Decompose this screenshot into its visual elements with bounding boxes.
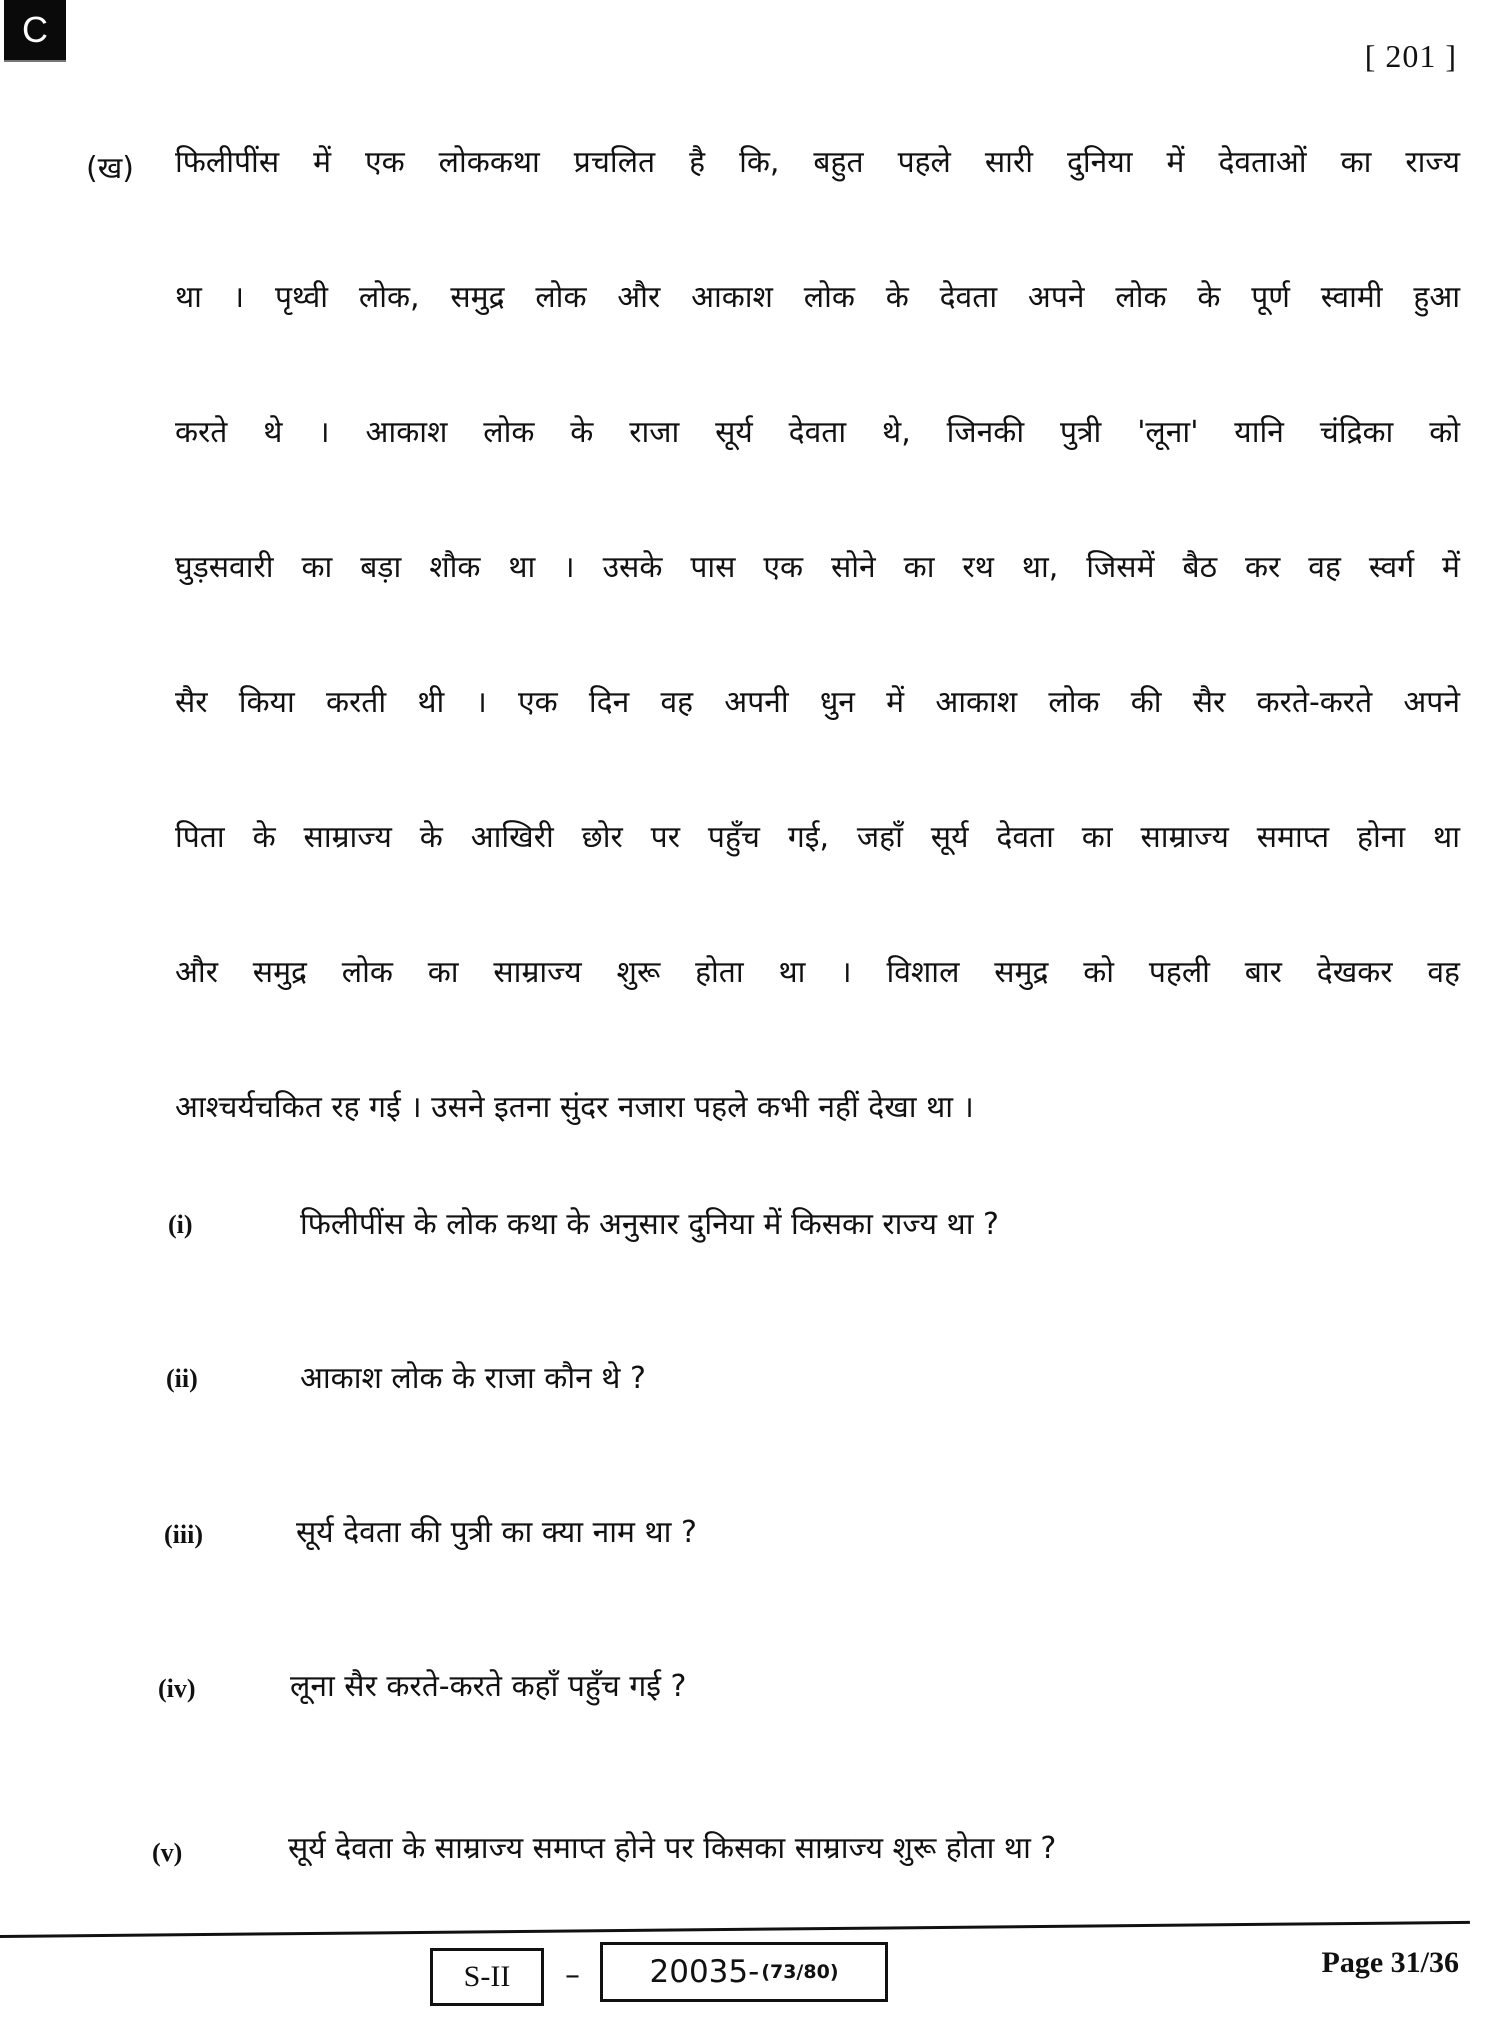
passage-line: पिता के साम्राज्य के आखिरी छोर पर पहुँच गई, जहाँ सूर्य देवता का साम्राज्य समाप्त होना था (175, 820, 1460, 855)
sub-question-number: (i) (168, 1210, 193, 1239)
passage-line: करते थे । आकाश लोक के राजा सूर्य देवता थे, जिनकी पुत्री 'लूना' यानि चंद्रिका को (175, 415, 1460, 450)
sub-question-number: (v) (152, 1838, 183, 1867)
passage-line: और समुद्र लोक का साम्राज्य शुरू होता था । विशाल समुद्र को पहली बार देखकर वह (175, 955, 1460, 990)
passage-line: सैर किया करती थी । एक दिन वह अपनी धुन में आकाश लोक की सैर करते-करते अपने (175, 685, 1460, 720)
sub-question-text: लूना सैर करते-करते कहाँ पहुँच गई ? (290, 1669, 687, 1704)
sub-question-number: (iii) (164, 1520, 203, 1549)
passage-line: फिलीपींस में एक लोककथा प्रचलित है कि, बहुत पहले सारी दुनिया में देवताओं का राज्य (175, 145, 1460, 180)
paper-code-box (600, 1942, 888, 2002)
footer-separator: – (565, 1958, 580, 1993)
passage-line: था । पृथ्वी लोक, समुद्र लोक और आकाश लोक के देवता अपने लोक के पूर्ण स्वामी हुआ (175, 280, 1460, 315)
question-label: (ख) (86, 151, 134, 186)
corner-set-badge (4, 0, 66, 62)
sub-question-number: (iv) (158, 1674, 196, 1703)
series-code: S-II (463, 1960, 511, 1993)
paper-code: 20035- (649, 1954, 760, 1990)
sub-question-text: सूर्य देवता के साम्राज्य समाप्त होने पर किसका साम्राज्य शुरू होता था ? (288, 1831, 1057, 1866)
footer-divider (0, 1921, 1470, 1938)
passage-line: आश्चर्यचकित रह गई । उसने इतना सुंदर नजारा पहले कभी नहीं देखा था । (175, 1090, 974, 1125)
page-number: Page 31/36 (1321, 1946, 1459, 1979)
set-letter: C (22, 9, 48, 50)
page-code: [ 201 ] (1364, 38, 1457, 74)
sub-question-text: आकाश लोक के राजा कौन थे ? (300, 1361, 646, 1396)
sub-question-text: सूर्य देवता की पुत्री का क्या नाम था ? (296, 1515, 697, 1550)
sub-question-text: फिलीपींस के लोक कथा के अनुसार दुनिया में किसका राज्य था ? (300, 1207, 999, 1242)
passage-line: घुड़सवारी का बड़ा शौक था । उसके पास एक सोने का रथ था, जिसमें बैठ कर वह स्वर्ग में (175, 550, 1460, 585)
sub-question-number: (ii) (166, 1364, 198, 1393)
paper-code-suffix: (73/80) (761, 1961, 839, 1983)
series-box (430, 1948, 544, 2006)
